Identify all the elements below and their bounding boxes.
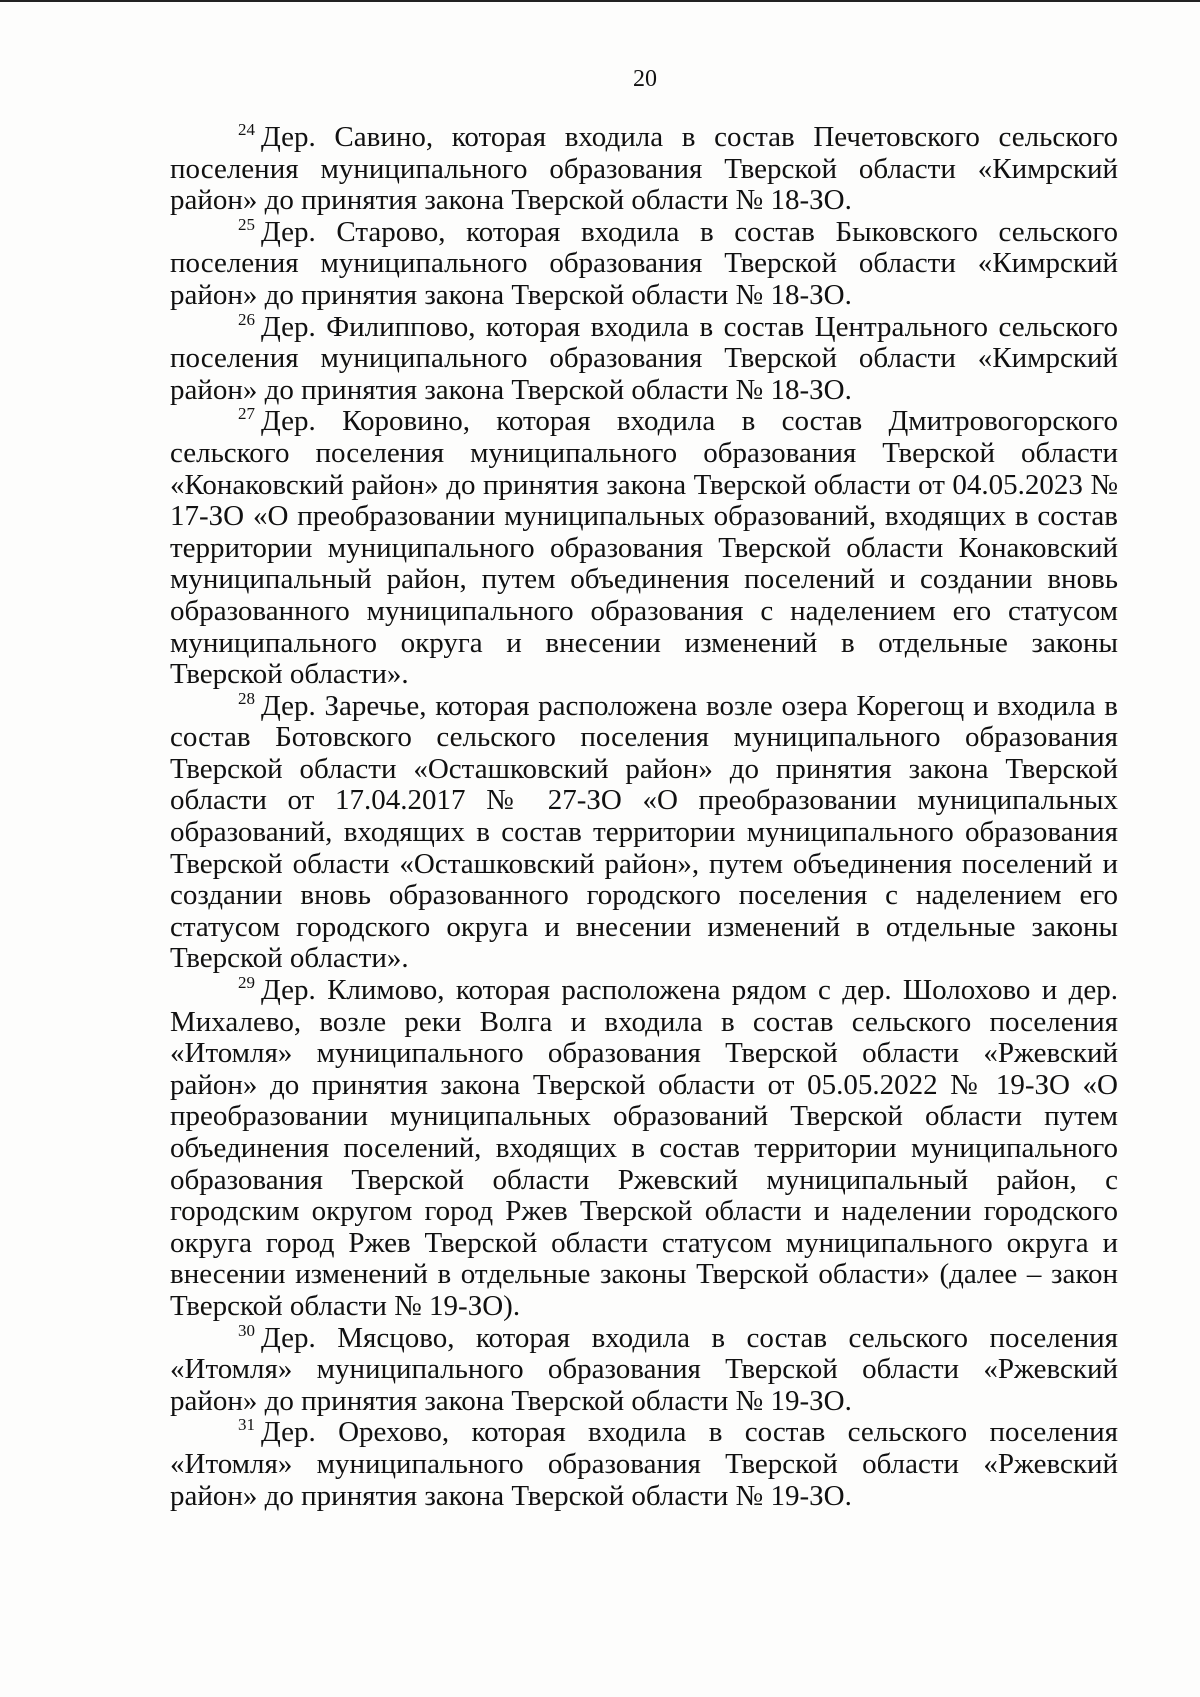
footnote-number: 24: [238, 120, 255, 139]
footnote: [170, 975, 1118, 1323]
footnote-text: Дер. Старово, которая входила в состав Быковского сельского поселения муниципального образования Тверской области «Кимрский район» до принятия закона Тверской области № 18-ЗО.: [170, 215, 1118, 311]
footnote-text: Дер. Заречье, которая расположена возле озера Корегощ и входила в состав Ботовского сельского поселения муниципального образования Тверской области «Осташковский район» до принятия закона Тверской области от 17.04.2017 № 27-ЗО «О преобразовании муниципальных образований, входящих в состав территории муниципального образования Тверской области «Осташковский район», путем объединения поселений и создании вновь образованного городского поселения с наделением его статусом городского округа и внесении изменений в отдельные законы Тверской области».: [170, 689, 1118, 975]
footnote-text: Дер. Коровино, которая входила в состав Дмитровогорского сельского поселения муниципального образования Тверской области «Конаковский район» до принятия закона Тверской области от 04.05.2023 № 17-ЗО «О преобразовании муниципальных образований, входящих в состав территории муниципального образования Тверской области Конаковский муниципальный район, путем объединения поселений и создании вновь образованного муниципального образования с наделением его статусом муниципального округа и внесении изменений в отдельные законы Тверской области».: [170, 405, 1118, 691]
footnote: [170, 406, 1118, 690]
footnote-text: Дер. Савино, которая входила в состав Печетовского сельского поселения муниципального образования Тверской области «Кимрский район» до принятия закона Тверской области № 18-ЗО.: [170, 121, 1118, 217]
footnote-number: 26: [238, 309, 255, 329]
footnote: [170, 122, 1118, 217]
footnote-text: Дер. Орехово, которая входила в состав сельского поселения «Итомля» муниципального образования Тверской области «Ржевский район» до принятия закона Тверской области № 19-ЗО.: [170, 1416, 1118, 1512]
footnotes-list: [170, 122, 1118, 1512]
footnote-number: 31: [238, 1415, 255, 1435]
footnote: [170, 214, 1118, 312]
footnote: [170, 309, 1118, 407]
footnote: [170, 1417, 1118, 1512]
footnote-number: 28: [238, 688, 255, 708]
footnote: [170, 688, 1118, 975]
footnote-text: Дер. Филиппово, которая входила в состав Центрального сельского поселения муниципального образования Тверской области «Кимрский район» до принятия закона Тверской области № 18-ЗО.: [170, 310, 1118, 406]
footnote-text: Дер. Мясцово, которая входила в состав сельского поселения «Итомля» муниципального образования Тверской области «Ржевский район» до принятия закона Тверской области № 19-ЗО.: [170, 1321, 1118, 1417]
footnote-number: 29: [238, 973, 255, 993]
page-number: 20: [633, 66, 657, 92]
footnote-text: Дер. Климово, которая расположена рядом с дер. Шолохово и дер. Михалево, возле реки Волга и входила в состав сельского поселения «Итомля» муниципального образования Тверской области «Ржевский район» до принятия закона Тверской области от 05.05.2022 № 19-ЗО «О преобразовании муниципальных образований Тверской области путем объединения поселений, входящих в состав территории муниципального образования Тверской области Ржевский муниципальный район, с городским округом город Ржев Тверской области и наделении городского округа город Ржев Тверской области статусом муниципального округа и внесении изменений в отдельные законы Тверской области» (далее – закон Тверской области № 19-ЗО).: [170, 974, 1118, 1322]
footnote-number: 27: [238, 404, 255, 424]
footnote: [170, 1320, 1118, 1418]
footnote-number: 30: [238, 1320, 255, 1340]
footnote-number: 25: [238, 214, 255, 234]
top-edge-line: [0, 0, 1200, 2]
